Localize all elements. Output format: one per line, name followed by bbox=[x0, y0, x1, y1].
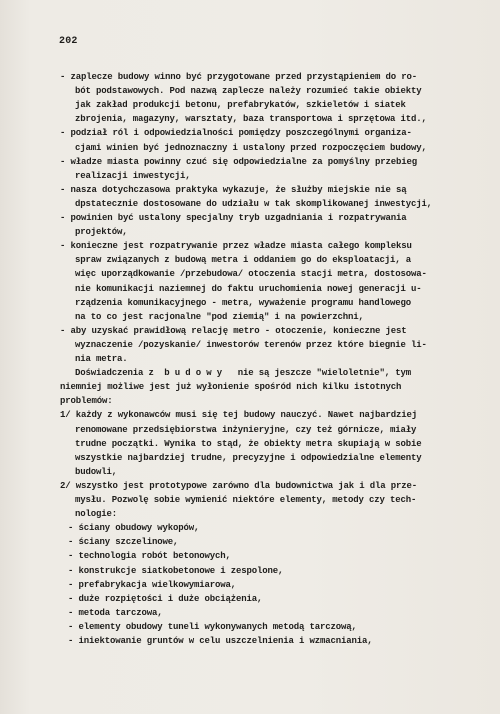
text-line: budowli, bbox=[75, 466, 118, 477]
text-line: - zaplecze budowy winno być przygotowane przed przystąpieniem do ro- bbox=[60, 72, 418, 82]
text-line: mysłu. Pozwolę sobie wymienić niektóre elementy, metody czy tech- bbox=[75, 495, 417, 505]
text-line: - władze miasta powinny czuć się odpowiedzialne za pomyślny przebieg bbox=[60, 156, 418, 167]
text-line: - metoda tarczowa, bbox=[68, 607, 163, 618]
text-line: 2/ wszystko jest prototypowe zarówno dla budownictwa jak i dla prze- bbox=[60, 480, 418, 491]
text-line: więc uporządkowanie /przebudowa/ otoczenia stacji metra, dostosowa- bbox=[75, 269, 427, 280]
text-line: problemów: bbox=[60, 396, 113, 407]
text-line: 1/ każdy z wykonawców musi się tej budowy nauczyć. Nawet najbardziej bbox=[60, 410, 418, 421]
text-line: - iniektowanie gruntów w celu uszczelnienia i wzmacniania, bbox=[68, 636, 373, 646]
text-line: zbrojenia, magazyny, warsztaty, baza transportowa i sprzętowa itd., bbox=[75, 114, 427, 125]
text-line: - technologia robót betonowych, bbox=[68, 551, 231, 562]
text-line: jak zakład produkcji betonu, prefabrykatów, szkieletów i siatek bbox=[75, 100, 406, 111]
text-line: - ściany szczelinowe, bbox=[68, 537, 179, 548]
text-line: nia metra. bbox=[75, 354, 128, 364]
text-line: - elementy obudowy tuneli wykonywanych metodą tarczową, bbox=[68, 621, 357, 632]
text-line: na to co jest racjonalne "pod ziemią" i na powierzchni, bbox=[75, 311, 364, 322]
text-line: - aby uzyskać prawidłową relację metro - otoczenie, konieczne jest bbox=[60, 325, 407, 336]
text-line: Doświadczenia z b u d o w y nie są jeszcze "wieloletnie", tym bbox=[75, 368, 412, 379]
text-line: - nasza dotychczasowa praktyka wykazuje, że służby miejskie nie są bbox=[60, 184, 407, 195]
text-line: realizacji inwestycji, bbox=[75, 170, 191, 181]
text-line: bót podstawowych. Pod nazwą zaplecze należy rozumieć takie obiekty bbox=[75, 86, 422, 97]
text-line: - ściany obudowy wykopów, bbox=[68, 523, 200, 534]
text-line: wszystkie najbardziej trudne, precyzyjne i odpowiedzialne elementy bbox=[75, 452, 422, 463]
text-line: wyznaczenie /pozyskanie/ inwestorów terenów przez które biegnie li- bbox=[75, 339, 427, 350]
text-line: - konstrukcje siatkobetonowe i zespolone, bbox=[68, 565, 284, 576]
text-line: - powinien być ustalony specjalny tryb uzgadniania i rozpatrywania bbox=[60, 213, 407, 223]
text-line: - podział ról i odpowiedzialności pomiędzy poszczególnymi organiza- bbox=[60, 128, 412, 139]
text-line: rządzenia komunikacyjnego - metra, wyważenie programu handlowego bbox=[75, 297, 412, 308]
text-line: - konieczne jest rozpatrywanie przez władze miasta całego kompleksu bbox=[60, 241, 412, 252]
text-line: projektów, bbox=[75, 227, 128, 238]
text-line: dpstatecznie dostosowane do udziału w tak skomplikowanej inwestycji, bbox=[75, 198, 433, 209]
text-line: trudne początki. Wynika to stąd, że obiekty metra skupiają w sobie bbox=[75, 438, 422, 449]
page-number: 202 bbox=[59, 36, 78, 47]
text-line: nie komunikacji naziemnej do faktu uruchomienia nowej generacji u- bbox=[75, 283, 422, 294]
text-line: - prefabrykacja wielkowymiarowa, bbox=[68, 579, 237, 590]
text-line: spraw związanych z budową metra i oddaniem go do eksploatacji, a bbox=[75, 255, 412, 266]
text-line: cjami winien być jednoznaczny i ustalony przed rozpoczęciem budowy, bbox=[75, 142, 427, 153]
text-line: niemniej możliwe jest już wyłonienie spośród nich kilku istotnych bbox=[60, 382, 402, 393]
text-line: renomowane przedsiębiorstwa inżynieryjne, czy też górnicze, miały bbox=[75, 424, 417, 435]
text-line: - duże rozpiętości i duże obciążenia, bbox=[68, 593, 263, 604]
text-line: nologie: bbox=[75, 509, 118, 520]
